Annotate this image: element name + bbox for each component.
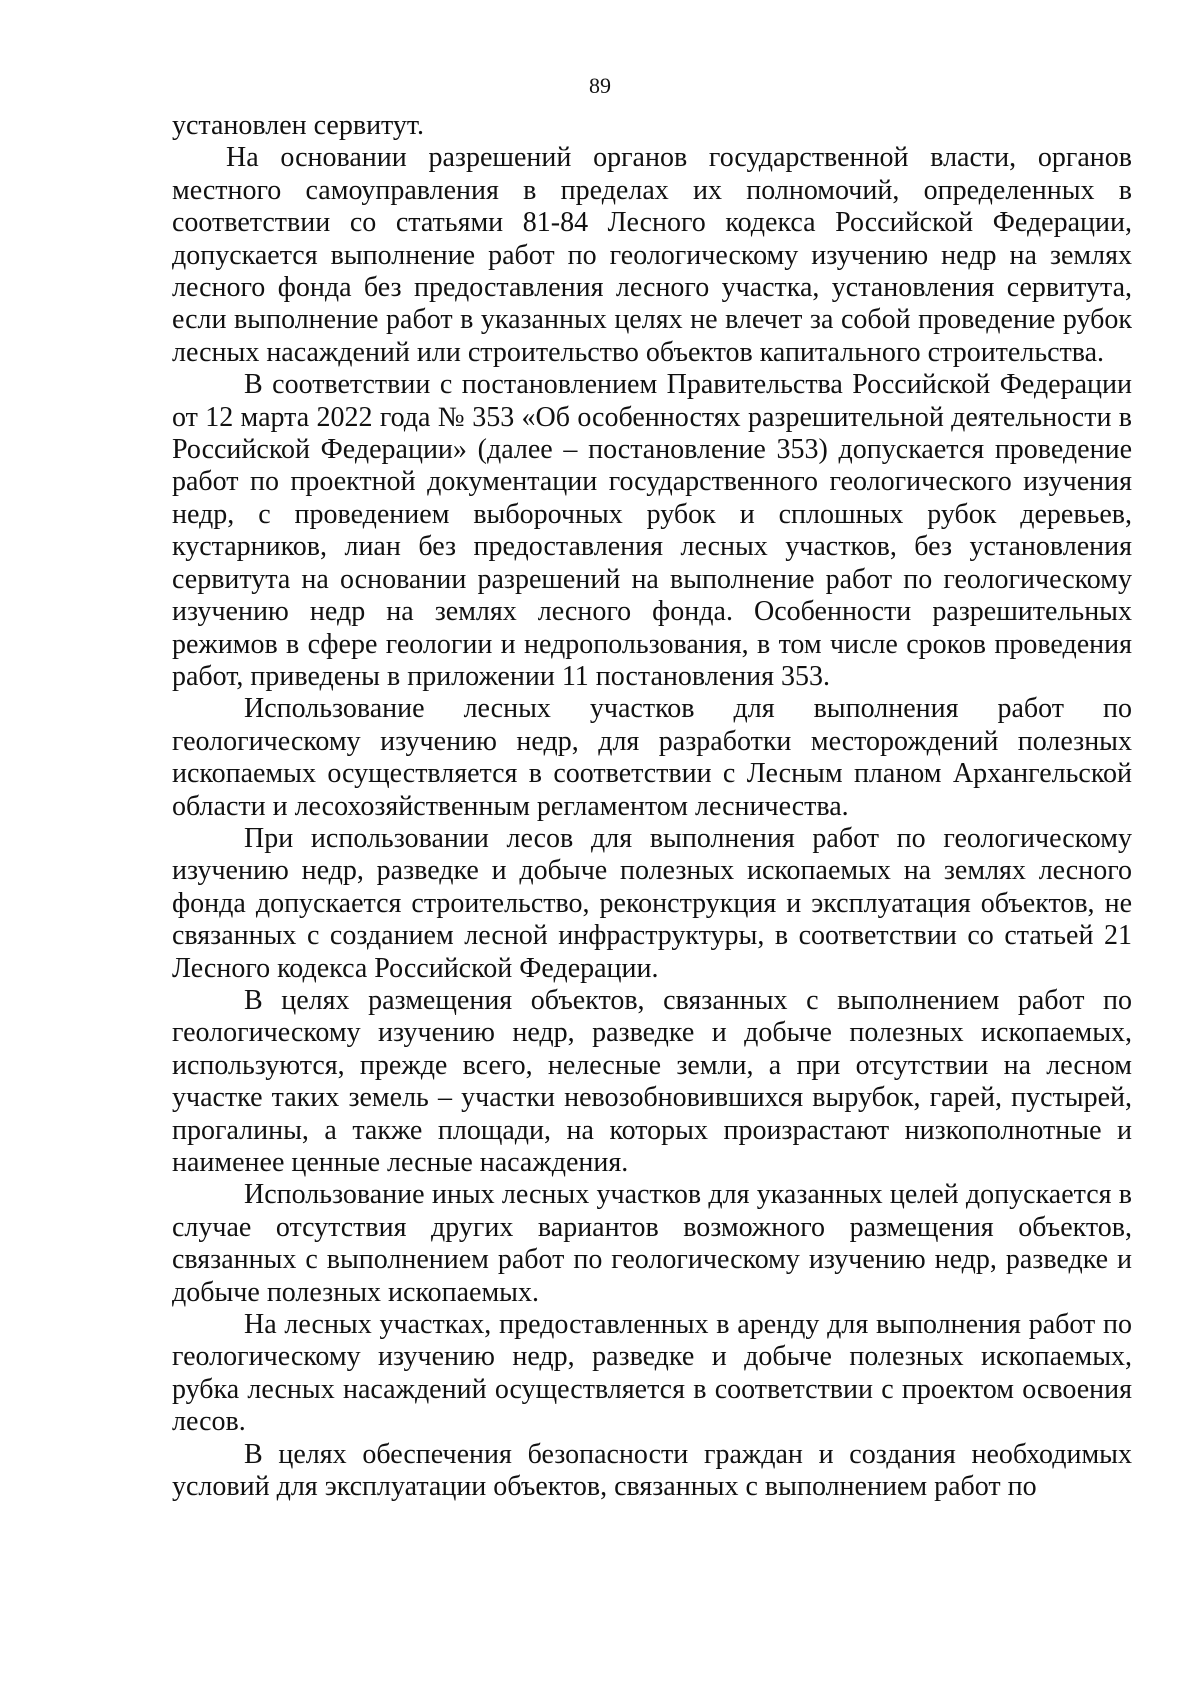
paragraph-construction: При использовании лесов для выполнения работ по геологическому изучению недр, разведке и добыче полезных ископаемых на землях лесного фонда допускается строительство, реконструкция и эксплуатация объектов, не связанных с созданием лесной инфраструктуры, в соответствии со статьей 21 Лесного кодекса Российской Федерации. bbox=[172, 822, 1132, 984]
paragraph-placement: В целях размещения объектов, связанных с выполнением работ по геологическому изучению недр, разведке и добыче полезных ископаемых, используются, прежде всего, нелесные земли, а при отсутствии на лесном участке таких земель – участки невозобновившихся вырубок, гарей, пустырей, прогалины, а также площади, на которых произрастают низкополнотные и наименее ценные лесные насаждения. bbox=[172, 984, 1132, 1178]
paragraph-permissions: На основании разрешений органов государственной власти, органов местного самоуправления в пределах их полномочий, определенных в соответствии со статьями 81-84 Лесного кодекса Российской Федерации, допускается выполнение работ по геологическому изучению недр на землях лесного фонда без предоставления лесного участка, установления сервитута, если выполнение работ в указанных целях не влечет за собой проведение рубок лесных насаждений или строительство объектов капитального строительства. bbox=[172, 142, 1132, 368]
paragraph-resolution-353: В соответствии с постановлением Правительства Российской Федерации от 12 марта 2022 года № 353 «Об особенностях разрешительной деятельности в Российской Федерации» (далее – постановление 353) допускается проведение работ по проектной документации государственного геологического изучения недр, с проведением выборочных рубок и сплошных рубок деревьев, кустарников, лиан без предоставления лесных участков, без установления сервитута на основании разрешений на выполнение работ по геологическому изучению недр на землях лесного фонда. Особенности разрешительных режимов в сфере геологии и недропользования, в том числе сроков проведения работ, приведены в приложении 11 постановления 353. bbox=[172, 369, 1132, 692]
paragraph-forest-plan: Использование лесных участков для выполнения работ по геологическому изучению недр, для разработки месторождений полезных ископаемых осуществляется в соответствии с Лесным планом Архангельской области и лесохозяйственным регламентом лесничества. bbox=[172, 693, 1132, 822]
paragraph-other-plots: Использование иных лесных участков для указанных целей допускается в случае отсутствия других вариантов возможного размещения объектов, связанных с выполнением работ по геологическому изучению недр, разведке и добыче полезных ископаемых. bbox=[172, 1179, 1132, 1308]
page-number: 89 bbox=[589, 73, 611, 98]
paragraph-lease: На лесных участках, предоставленных в аренду для выполнения работ по геологическому изучению недр, разведке и добыче полезных ископаемых, рубка лесных насаждений осуществляется в соответствии с проектом освоения лесов. bbox=[172, 1309, 1132, 1438]
paragraph-continuation: установлен сервитут. bbox=[172, 110, 425, 141]
document-body bbox=[172, 110, 1132, 1503]
paragraph-safety: В целях обеспечения безопасности граждан и создания необходимых условий для эксплуатации объектов, связанных с выполнением работ по bbox=[172, 1438, 1132, 1503]
